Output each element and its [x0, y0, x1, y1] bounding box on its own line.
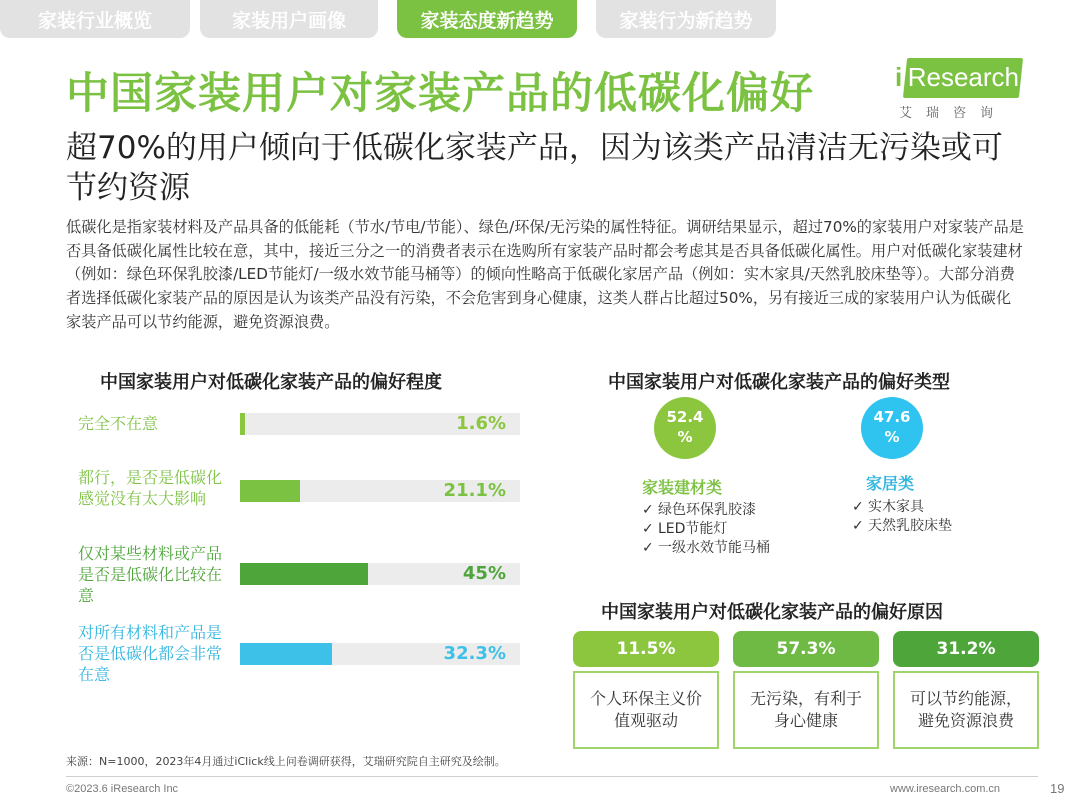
bar-value-label: 1.6% [456, 413, 506, 434]
footer-divider [66, 776, 1038, 777]
tab-behavior-trends[interactable]: 家装行为新趋势 [596, 0, 776, 38]
page-title: 中国家装用户对家装产品的低碳化偏好 [66, 69, 814, 119]
reason-card-energy [893, 631, 1039, 749]
building-materials-label: 家装建材类 [642, 478, 723, 497]
reason-text: 个人环保主义价值观驱动 [573, 671, 719, 749]
reason-text: 可以节约能源，避免资源浪费 [893, 671, 1039, 749]
list-item: ✓ LED节能灯 [642, 521, 728, 537]
list-item: ✓ 绿色环保乳胶漆 [642, 502, 756, 518]
bar-fill [240, 413, 245, 435]
bar-track [240, 563, 520, 585]
home-furnishing-label: 家居类 [866, 474, 915, 493]
check-icon: ✓ [642, 502, 654, 518]
bar-label: 完全不在意 [78, 414, 159, 433]
logo-subtitle: 艾瑞咨询 [899, 106, 1008, 121]
preference-type-title: 中国家装用户对低碳化家装产品的偏好类型 [608, 372, 950, 393]
bar-label: 对所有材料和产品是否是低碳化都会非常在意 [78, 623, 223, 684]
copyright: ©2023.6 iResearch Inc [66, 783, 179, 795]
bar-track [240, 643, 520, 665]
tab-industry-overview[interactable]: 家装行业概览 [0, 0, 190, 38]
home-furnishing-percent-circle [861, 397, 923, 459]
building-materials-list [642, 501, 770, 558]
reason-card-health [733, 631, 879, 749]
bar-track [240, 480, 520, 502]
bar-fill [240, 563, 368, 585]
reason-text: 无污染，有利于身心健康 [733, 671, 879, 749]
summary-paragraph: 低碳化是指家装材料及产品具备的低能耗（节水/节电/节能）、绿色/环保/无污染的属性特征。调研结果显示，超过70%的家装用户对家装产品是否具备低碳化属性比较在意，其中，接近三分之一的消费者表示在选购所有家装产品时都会考虑其是否具备低碳化属性。用户对低碳化家装建材（例如：绿色环保乳胶漆/LED节能灯/一级水效节能马桶等）的倾向性略高于低碳化家居产品（例如：实木家具/天然乳胶床垫等）。大部分消费者选择低碳化家装产品的原因是认为该类产品没有污染，不会危害到身心健康，这类人群占比超过50%，另有接近三成的家装用户认为低碳化家装产品可以节约能源，避免资源浪费。 [66, 218, 1024, 331]
reason-card-environmental [573, 631, 719, 749]
bar-label: 仅对某些材料或产品是否是低碳化比较在意 [78, 544, 223, 605]
page-subtitle: 超70%的用户倾向于低碳化家装产品，因为该类产品清洁无污染或可节约资源 [66, 130, 1003, 206]
check-icon: ✓ [642, 521, 654, 537]
tab-user-profile[interactable]: 家装用户画像 [200, 0, 378, 38]
preference-degree-title: 中国家装用户对低碳化家装产品的偏好程度 [100, 372, 442, 393]
section-tabs [0, 0, 1080, 42]
building-materials-percent: 52.4 % [666, 408, 704, 446]
source-note: 来源：N=1000，2023年4月通过iClick线上问卷调研获得，艾瑞研究院自主研究及绘制。 [66, 755, 506, 768]
bar-value-label: 21.1% [443, 480, 506, 501]
website-link[interactable]: www.iresearch.com.cn [890, 783, 1001, 795]
check-icon: ✓ [642, 540, 654, 556]
list-item: ✓ 天然乳胶床垫 [852, 518, 952, 534]
bar-fill [240, 480, 300, 502]
list-item: ✓ 实木家具 [852, 499, 924, 515]
bar-value-label: 32.3% [443, 643, 506, 664]
reason-percent: 57.3% [733, 631, 879, 667]
iresearch-logo [895, 58, 1025, 120]
tab-attitude-trends[interactable]: 家装态度新趋势 [397, 0, 577, 38]
bar-fill [240, 643, 332, 665]
logo-mark: i [895, 62, 903, 92]
home-furnishing-percent: 47.6 % [873, 408, 911, 446]
home-furnishing-list [852, 498, 952, 536]
check-icon: ✓ [852, 518, 864, 534]
bar-track [240, 413, 520, 435]
building-materials-percent-circle [654, 397, 716, 459]
list-item: ✓ 一级水效节能马桶 [642, 540, 770, 556]
page-number: 19 [1050, 781, 1065, 796]
bar-value-label: 45% [462, 563, 506, 584]
reason-percent: 11.5% [573, 631, 719, 667]
check-icon: ✓ [852, 499, 864, 515]
bar-label: 都行，是否是低碳化感觉没有太大影响 [78, 468, 223, 508]
preference-reason-title: 中国家装用户对低碳化家装产品的偏好原因 [601, 602, 943, 623]
logo-text: Research [907, 62, 1019, 92]
reason-percent: 31.2% [893, 631, 1039, 667]
